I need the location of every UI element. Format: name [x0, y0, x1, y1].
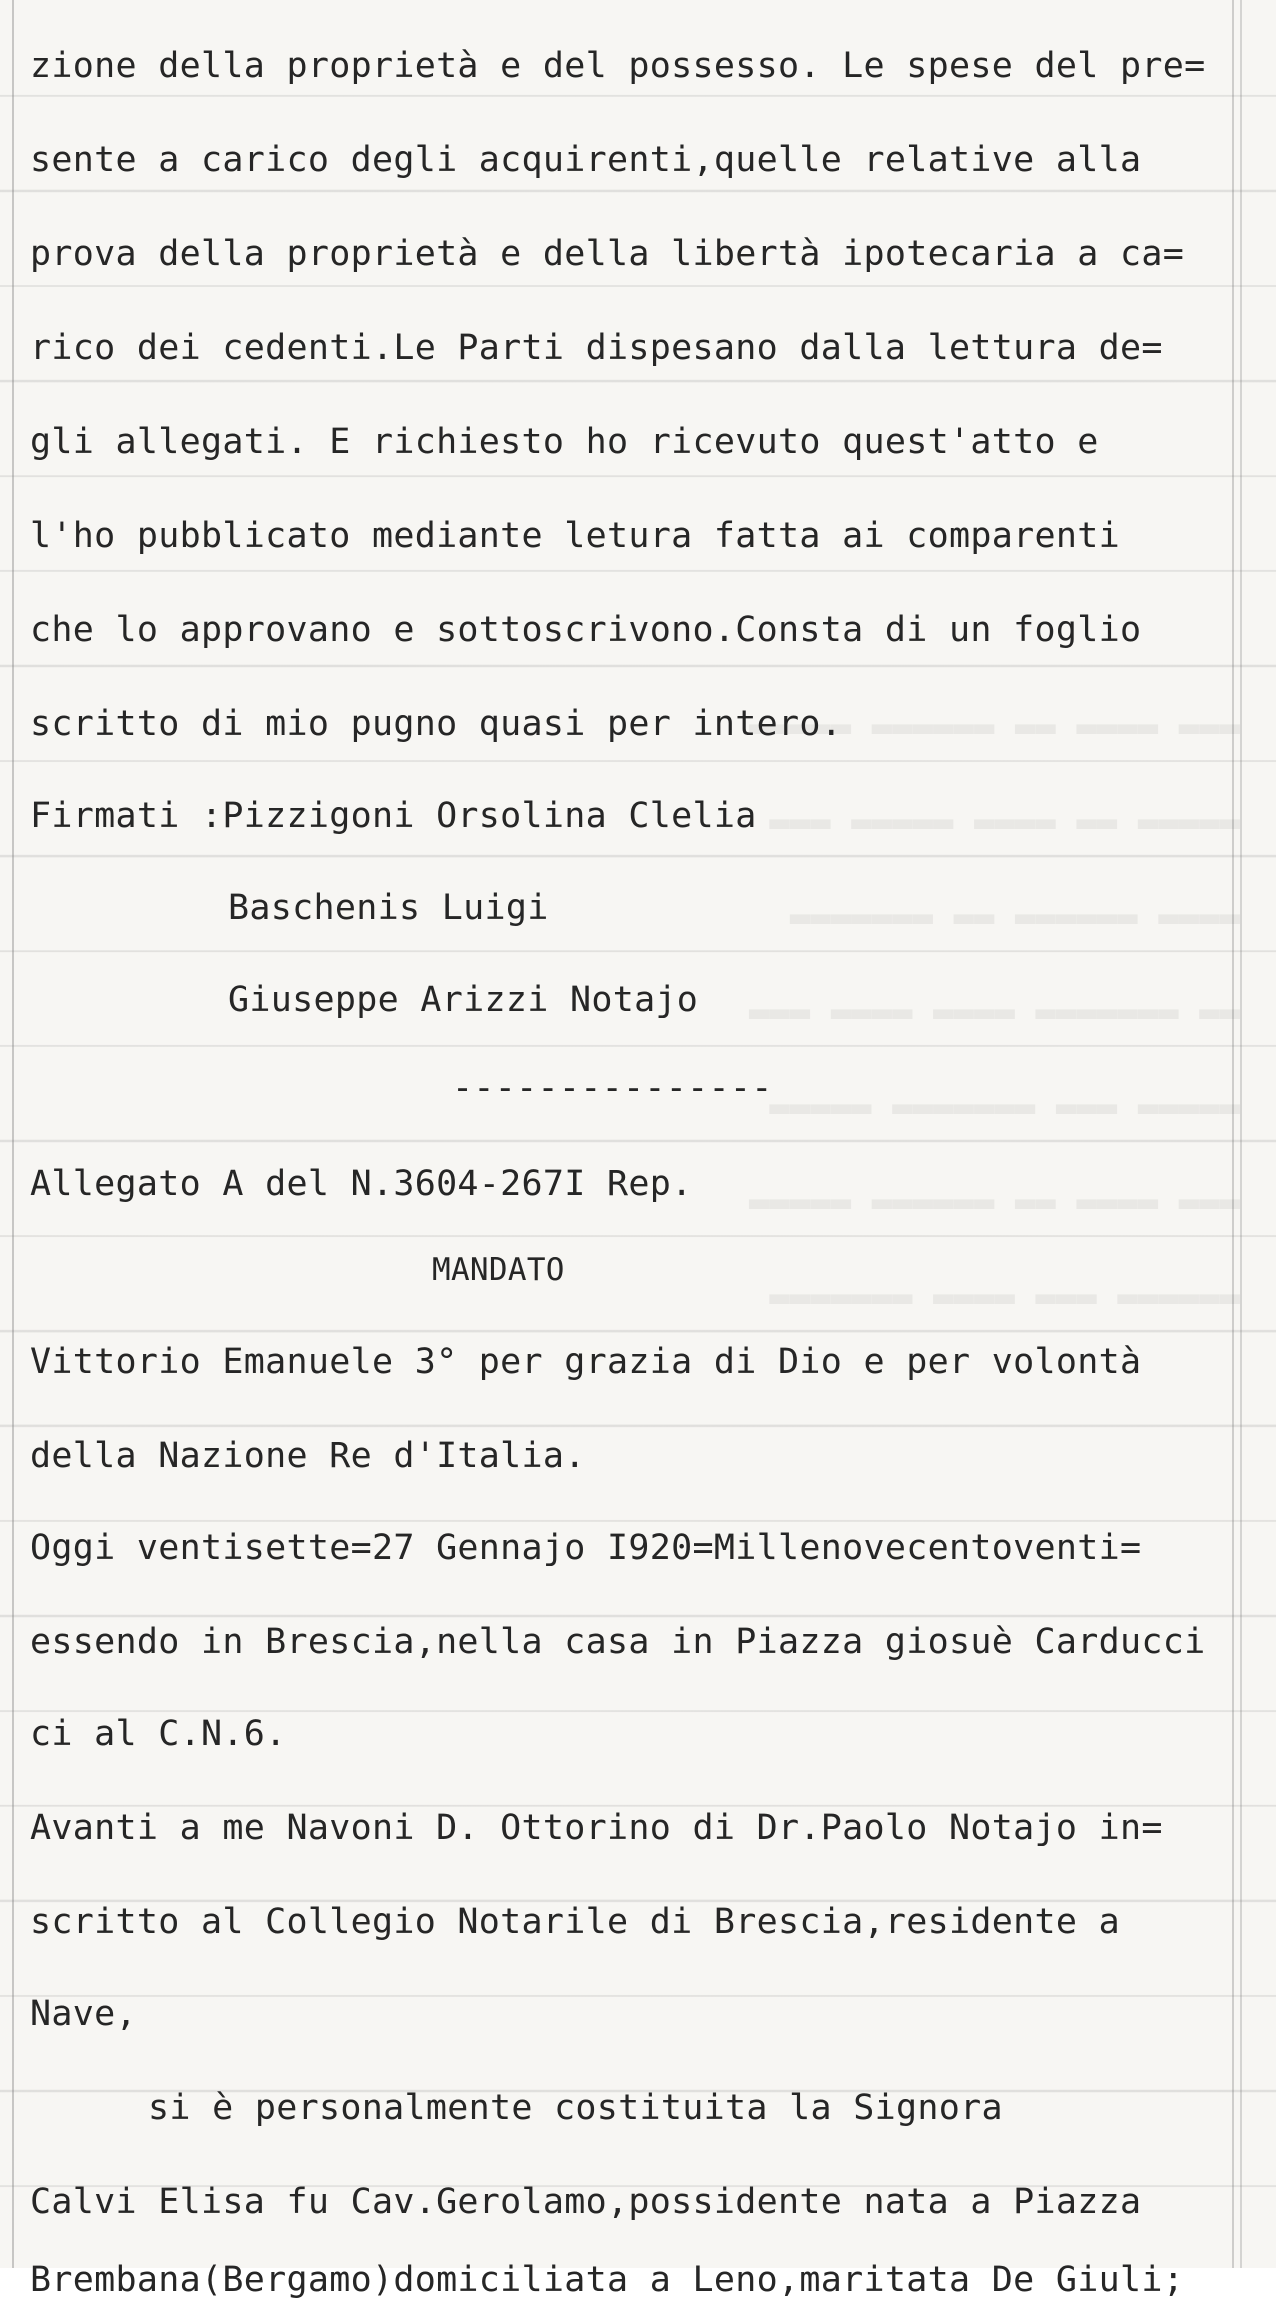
text-line: l'ho pubblicato mediante letura fatta ai comparenti	[30, 516, 1120, 556]
text-line: Brembana(Bergamo)domiciliata a Leno,maritata De Giuli;	[30, 2260, 1185, 2300]
text-line: gli allegati. E richiesto ho ricevuto quest'atto e	[30, 422, 1099, 462]
text-line: Avanti a me Navoni D. Ottorino di Dr.Paolo Notajo in=	[30, 1808, 1163, 1848]
signatory-name: Baschenis Luigi	[228, 888, 549, 928]
signatories-line: Firmati :Pizzigoni Orsolina Clelia	[30, 796, 757, 836]
text-line: si è personalmente costituita la Signora	[148, 2088, 1003, 2128]
text-line: scritto al Collegio Notarile di Brescia,residente a	[30, 1902, 1120, 1942]
text-line: sente a carico degli acquirenti,quelle relative alla	[30, 140, 1142, 180]
text-line: prova della proprietà e della libertà ipotecaria a ca=	[30, 234, 1185, 274]
text-line: scritto di mio pugno quasi per intero.	[30, 704, 843, 744]
text-line: Nave,	[30, 1994, 137, 2034]
text-line: della Nazione Re d'Italia.	[30, 1436, 586, 1476]
annex-heading: Allegato A del N.3604-267I Rep.	[30, 1164, 693, 1204]
text-line: Vittorio Emanuele 3° per grazia di Dio e per volontà	[30, 1342, 1142, 1382]
mandate-title: MANDATO	[432, 1252, 565, 1288]
text-line: Oggi ventisette=27 Gennajo I920=Millenovecentoventi=	[30, 1528, 1142, 1568]
text-line: rico dei cedenti.Le Parti dispesano dalla lettura de=	[30, 328, 1163, 368]
text-line: Calvi Elisa fu Cav.Gerolamo,possidente nata a Piazza	[30, 2182, 1142, 2222]
text-line: ci al C.N.6.	[30, 1714, 287, 1754]
signatory-notary: Giuseppe Arizzi Notajo	[228, 980, 699, 1020]
show-through-texture: ▬▬▬ ▬▬▬▬ ▬▬ ▬▬▬▬▬▬ ▬▬▬▬▬ ▬▬▬▬▬ ▬▬ ▬▬▬▬ ▬▬▬▬▬ ▬▬▬ ▬▬▬▬ ▬▬▬▬▬▬ ▬▬ ▬▬▬▬▬▬▬ ▬▬ ▬▬▬▬▬▬▬ ▬▬▬▬ ▬▬▬▬ ▬▬▬ ▬▬▬▬▬ ▬▬▬ ▬▬▬▬▬▬▬ ▬▬▬▬▬ ▬▬▬ ▬▬▬▬ ▬▬ ▬▬▬▬▬▬ ▬▬▬▬▬ ▬▬▬▬▬▬ ▬▬▬ ▬▬▬▬ ▬▬▬▬▬▬▬	[748, 707, 1240, 1317]
text-line: zione della proprietà e del possesso. Le spese del pre=	[30, 46, 1206, 86]
text-line: essendo in Brescia,nella casa in Piazza giosuè Carducci	[30, 1622, 1206, 1662]
separator-dashes: ---------------	[452, 1068, 773, 1108]
text-line: che lo approvano e sottoscrivono.Consta di un foglio	[30, 610, 1142, 650]
